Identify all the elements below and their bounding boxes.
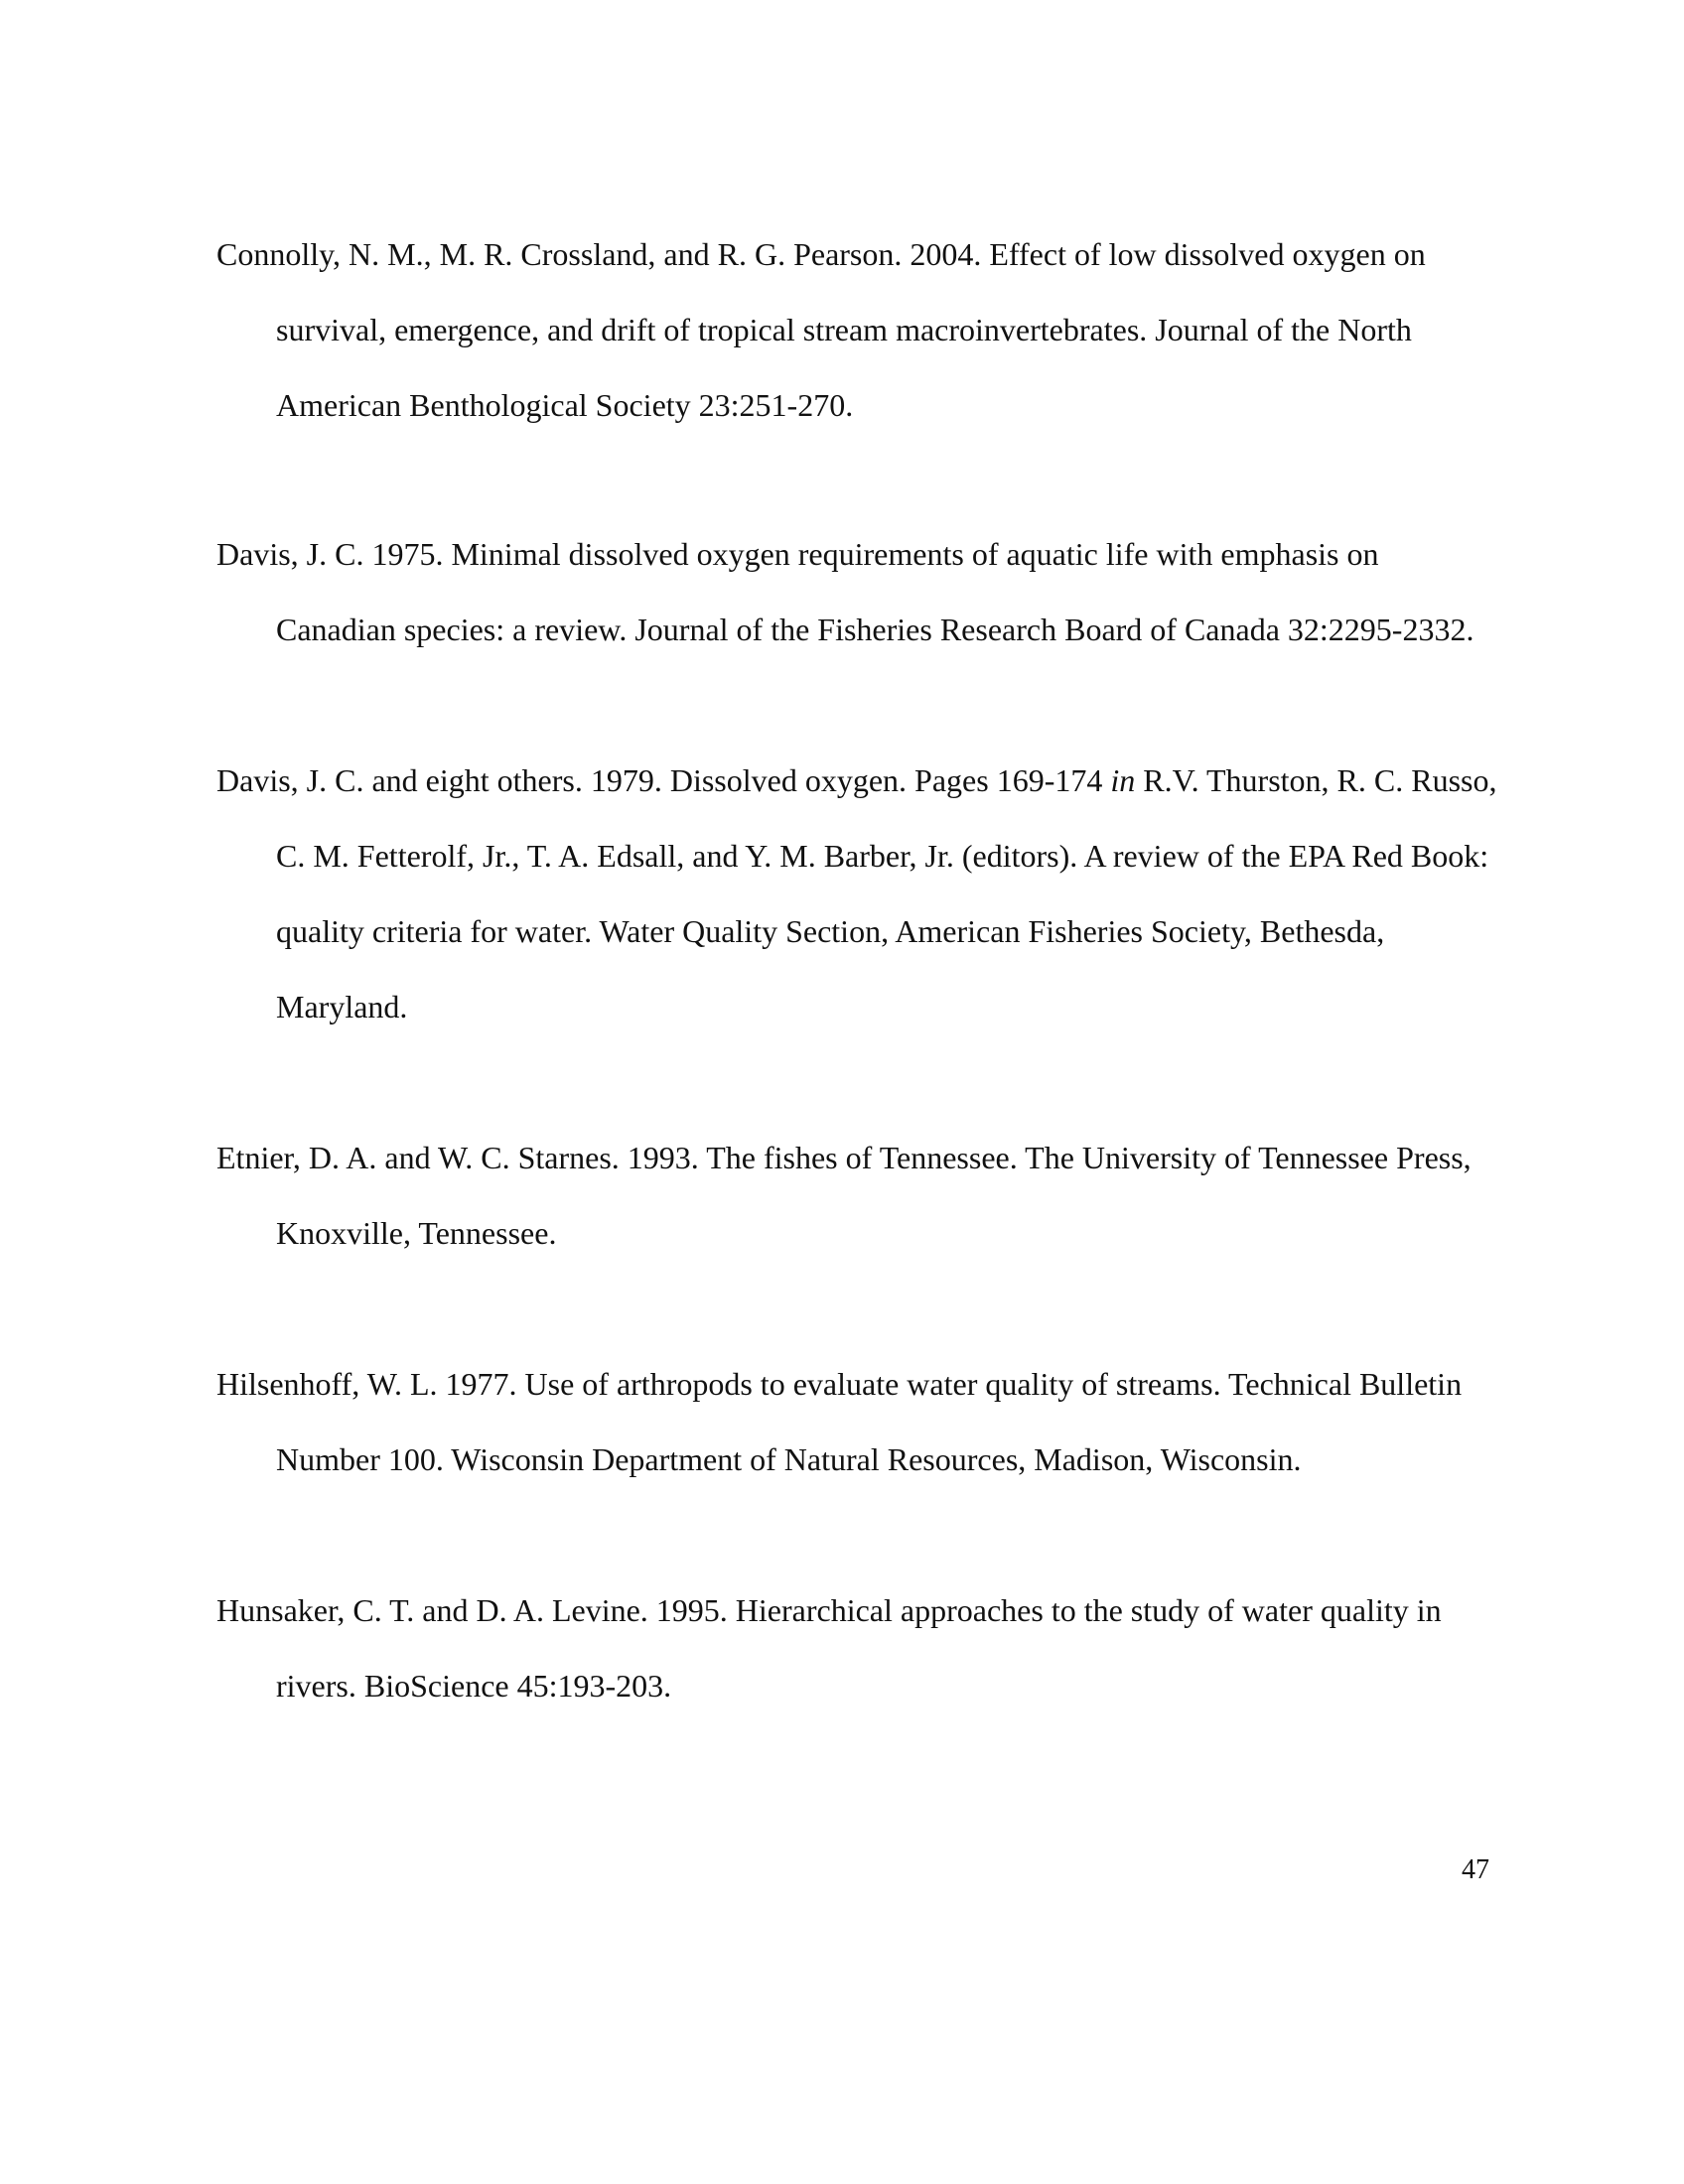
reference-entry: Davis, J. C. 1975. Minimal dissolved oxygen requirements of aquatic life with emphasis on Canadian species: a review. Journal of the Fisheries Research Board of Canada 32:2295-2332.	[216, 536, 1474, 647]
reference-entry: Etnier, D. A. and W. C. Starnes. 1993. The fishes of Tennessee. The University of Tennessee Press, Knoxville, Tennessee.	[216, 1140, 1472, 1251]
reference-entry: Hilsenhoff, W. L. 1977. Use of arthropods to evaluate water quality of streams. Technical Bulletin Number 100. Wisconsin Department of Natural Resources, Madison, Wisconsin.	[216, 1366, 1463, 1477]
reference-entry	[216, 743, 1497, 1044]
reference-italic-in: in	[1110, 762, 1136, 798]
reference-entry: Hunsaker, C. T. and D. A. Levine. 1995. Hierarchical approaches to the study of water quality in rivers. BioScience 45:193-203.	[216, 1592, 1442, 1704]
reference-text-before-italic: Davis, J. C. and eight others. 1979. Dissolved oxygen. Pages 169-174	[216, 762, 1111, 798]
reference-list	[216, 216, 1497, 1723]
page-number: 47	[1462, 1854, 1489, 1885]
reference-text-after-italic: R.V. Thurston, R. C. Russo, C. M. Fetterolf, Jr., T. A. Edsall, and Y. M. Barber, Jr. (editors). A review of the EPA Red Book: quality criteria for water. Water Quality Section, American Fisheries Society, Bethesda, Maryland.	[276, 762, 1497, 1024]
reference-entry: Connolly, N. M., M. R. Crossland, and R. G. Pearson. 2004. Effect of low dissolved oxygen on survival, emergence, and drift of tropical stream macroinvertebrates. Journal of the North American Benthological Society 23:251-270.	[216, 236, 1426, 423]
